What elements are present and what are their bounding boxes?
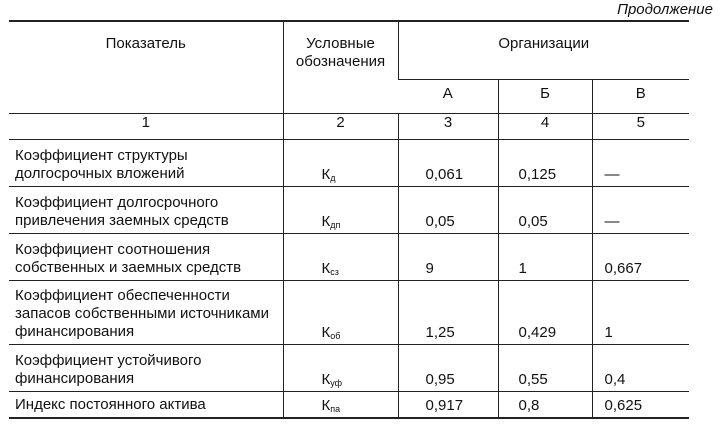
table-row (9, 234, 689, 281)
value-a: 0,05 (398, 187, 498, 234)
value-v: 0,4 (592, 345, 689, 392)
value-v: 0,625 (592, 392, 689, 418)
column-number: 5 (592, 114, 689, 140)
indicators-table (9, 20, 689, 419)
column-number: 2 (283, 114, 398, 140)
header-organizations: Организации (398, 21, 689, 80)
column-number: 3 (398, 114, 498, 140)
value-a: 0,061 (398, 140, 498, 187)
row-symbol: $К_{уф}$ (283, 345, 398, 392)
row-symbol: $К_{па}$ (283, 392, 398, 418)
value-v: — (592, 187, 689, 234)
row-name: Коэффициент долгосрочного привлечения заемных средств (9, 187, 283, 234)
header-org-b: Б (498, 80, 592, 114)
value-b: 0,125 (498, 140, 592, 187)
header-row (9, 21, 689, 80)
column-number-row (9, 114, 689, 140)
value-b: 0,05 (498, 187, 592, 234)
row-symbol: $К_{об}$ (283, 281, 398, 345)
value-b: 0,8 (498, 392, 592, 418)
value-a: 0,95 (398, 345, 498, 392)
continued-label: Продолжение (617, 1, 713, 18)
value-b: 1 (498, 234, 592, 281)
row-name: Коэффициент устойчивого финансирования (9, 345, 283, 392)
table-row (9, 345, 689, 392)
table-row (9, 140, 689, 187)
table-row (9, 281, 689, 345)
row-name: Коэффициент соотношения собственных и заемных средств (9, 234, 283, 281)
row-symbol: $К_{сз}$ (283, 234, 398, 281)
header-org-a: А (442, 85, 453, 103)
value-a: 0,917 (398, 392, 498, 418)
column-number: 4 (498, 114, 592, 140)
row-symbol: $К_{дп}$ (283, 187, 398, 234)
value-a: 9 (398, 234, 498, 281)
value-v: 1 (592, 281, 689, 345)
header-symbol: Условные обозначения (283, 21, 398, 114)
value-a: 1,25 (398, 281, 498, 345)
table-row (9, 187, 689, 234)
value-b: 0,429 (498, 281, 592, 345)
column-number: 1 (9, 114, 283, 140)
row-name: Коэффициент обеспеченности запасов собственными источниками финансирования (9, 281, 283, 345)
header-org-v: В (592, 80, 689, 114)
value-v: 0,667 (592, 234, 689, 281)
row-name: Коэффициент структуры долгосрочных вложений (9, 140, 283, 187)
value-v: — (592, 140, 689, 187)
row-symbol: $К_д$ (283, 140, 398, 187)
table-row (9, 392, 689, 418)
header-indicator: Показатель (9, 21, 283, 114)
value-b: 0,55 (498, 345, 592, 392)
row-name: Индекс постоянного актива (9, 392, 283, 418)
